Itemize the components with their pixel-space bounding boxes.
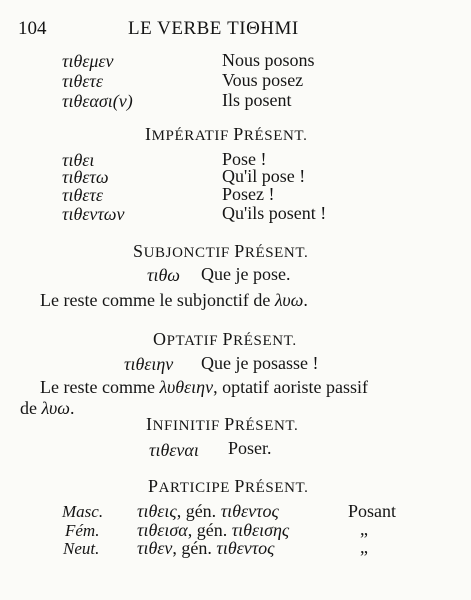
participle-french-neut: „ (360, 537, 368, 557)
infinitive-french: Poser. (228, 438, 272, 458)
subjunctive-note: Le reste comme le subjonctif de λυω. (40, 290, 308, 310)
page-number: 104 (18, 18, 47, 39)
optative-heading: OPTATIF PRÉSENT. (153, 329, 297, 349)
imperative-french-2: Qu'il pose ! (222, 166, 306, 186)
indicative-french-1: Nous posons (222, 50, 315, 70)
infinitive-greek: τιθεναι (149, 440, 199, 460)
infinitive-heading: INFINITIF PRÉSENT. (146, 414, 299, 434)
imperative-greek-2: τιθετω (62, 167, 109, 187)
participle-forms-fem: τιθεισα, gén. τιθεισης (137, 520, 290, 540)
subjunctive-french: Que je pose. (201, 264, 291, 284)
participle-label-masc: Masc. (62, 502, 104, 521)
running-title: LE VERBE ΤΙΘΗΜΙ (128, 18, 299, 39)
imperative-french-3: Posez ! (222, 184, 275, 204)
imperative-french-1: Pose ! (222, 149, 267, 169)
optative-french: Que je posasse ! (201, 353, 319, 373)
optative-note-line-1: Le reste comme λυθειην, optatif aoriste passif (40, 377, 369, 397)
participle-forms-masc: τιθεις, gén. τιθεντος (137, 501, 279, 521)
participle-label-fem: Fém. (65, 521, 100, 540)
participle-label-neut: Neut. (63, 539, 100, 558)
indicative-french-3: Ils posent (222, 90, 292, 110)
indicative-greek-2: τιθετε (62, 71, 103, 91)
subjunctive-greek: τιθω (147, 265, 180, 285)
indicative-french-2: Vous posez (222, 70, 304, 90)
participle-forms-neut: τιθεν, gén. τιθεντος (137, 538, 275, 558)
optative-greek: τιθειην (124, 354, 174, 374)
imperative-heading: IMPÉRATIF PRÉSENT. (145, 124, 308, 144)
indicative-greek-3: τιθεασι(ν) (62, 91, 133, 111)
participle-french-fem: „ (360, 519, 368, 539)
imperative-greek-1: τιθει (62, 150, 95, 170)
subjunctive-heading: SUBJONCTIF PRÉSENT. (133, 241, 309, 261)
imperative-greek-3: τιθετε (62, 185, 103, 205)
imperative-greek-4: τιθεντων (62, 204, 125, 224)
indicative-greek-1: τιθεμεν (62, 51, 114, 71)
participle-french-masc: Posant (348, 501, 397, 521)
participle-heading: PARTICIPE PRÉSENT. (148, 476, 309, 496)
optative-note-line-2: de λυω. (20, 398, 75, 418)
imperative-french-4: Qu'ils posent ! (222, 203, 327, 223)
